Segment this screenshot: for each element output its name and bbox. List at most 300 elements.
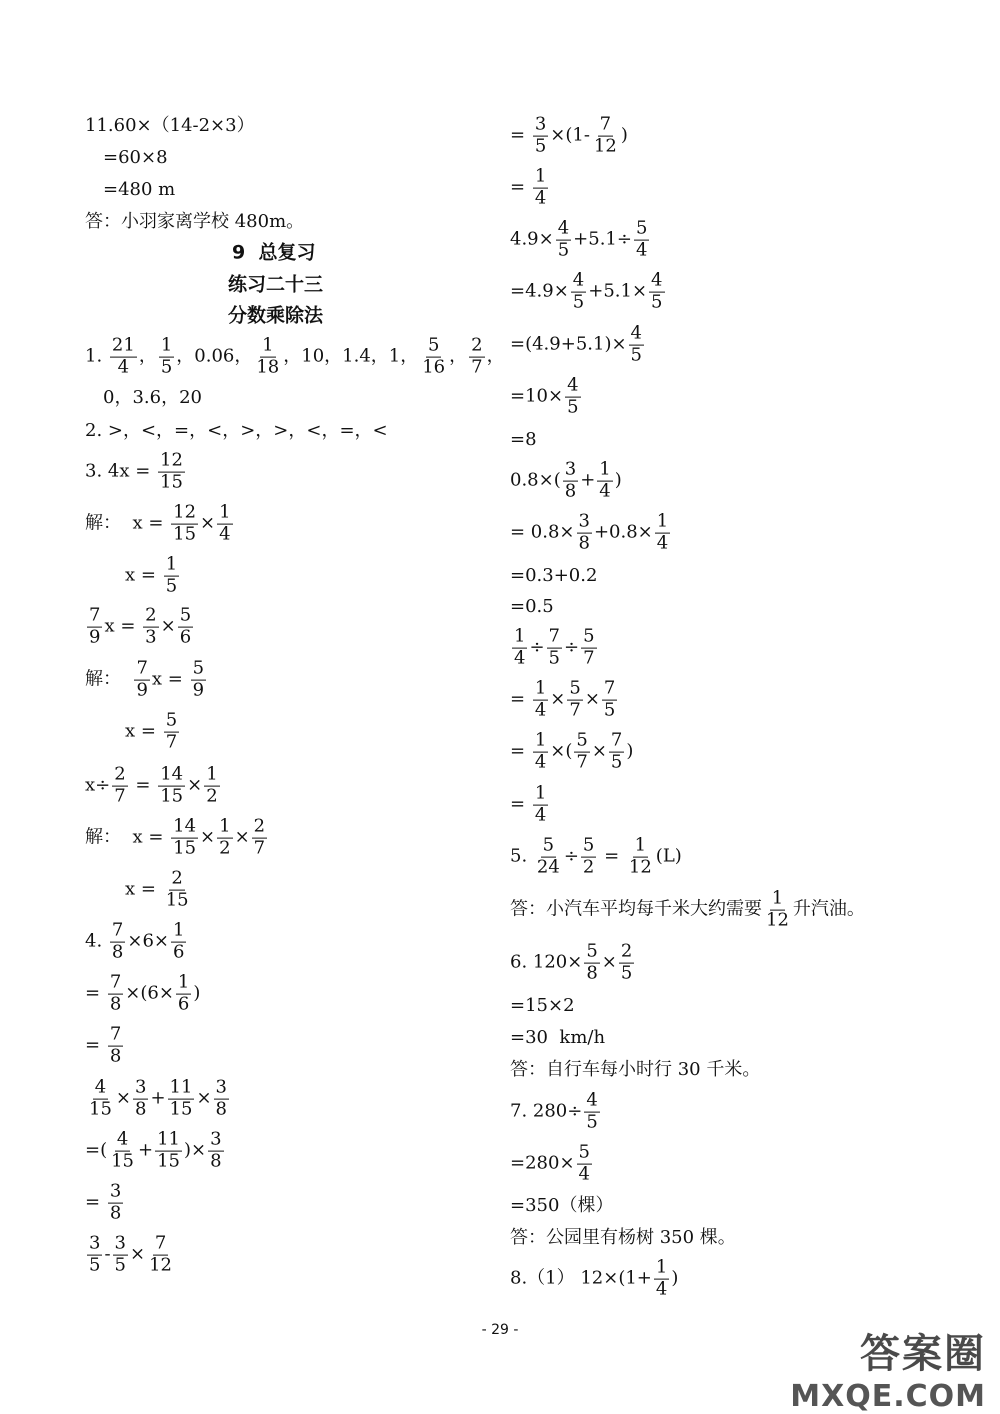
left-line xyxy=(85,815,269,859)
right-line xyxy=(510,1256,679,1300)
left-line xyxy=(85,919,188,963)
text-segment: 练习二十三 xyxy=(228,273,324,296)
text-segment: ，10，1.4，1， xyxy=(283,346,419,367)
fraction xyxy=(629,322,644,366)
text-segment: × xyxy=(584,689,600,710)
right-line xyxy=(510,782,550,826)
fraction-numerator: 3 xyxy=(114,1232,126,1254)
text-segment: + xyxy=(580,470,596,491)
fraction-numerator: 14 xyxy=(160,763,184,785)
fraction xyxy=(654,1256,669,1300)
text-segment: ) xyxy=(626,741,634,762)
fraction-numerator: 5 xyxy=(576,729,588,751)
text-segment: ÷ xyxy=(529,637,545,658)
right-line xyxy=(510,510,672,554)
text-segment: ÷ xyxy=(563,846,579,867)
text-segment: 答：自行车每小时行 30 千米。 xyxy=(510,1059,761,1080)
right-line xyxy=(510,269,667,313)
fraction-denominator: 8 xyxy=(215,1098,227,1120)
fraction-denominator: 15 xyxy=(157,1150,181,1172)
right-line xyxy=(510,1061,760,1079)
text-segment: = xyxy=(510,741,531,762)
text-segment: 6. 120× xyxy=(510,952,583,973)
fraction-denominator: 7 xyxy=(569,699,581,721)
fraction xyxy=(547,625,562,669)
right-line xyxy=(510,113,628,157)
text-segment: + xyxy=(138,1140,154,1161)
left-line xyxy=(85,604,195,648)
fraction xyxy=(581,834,596,878)
fraction-denominator: 6 xyxy=(177,993,190,1015)
fraction-denominator: 4 xyxy=(599,480,611,502)
fraction-numerator: 4 xyxy=(557,217,570,239)
left-line xyxy=(85,334,505,378)
text-segment: = xyxy=(85,1192,106,1213)
fraction-denominator: 5 xyxy=(160,356,173,378)
fraction xyxy=(533,729,548,773)
fraction-numerator: 3 xyxy=(210,1128,222,1150)
text-segment: 3. 4x = xyxy=(85,461,157,482)
text-segment: ×(6× xyxy=(125,983,174,1004)
text-segment: 0.8×( xyxy=(510,470,561,491)
fraction xyxy=(113,1232,128,1276)
fraction xyxy=(655,510,670,554)
fraction-denominator: 8 xyxy=(135,1098,147,1120)
fraction xyxy=(556,217,571,261)
left-line xyxy=(103,181,175,199)
text-segment: x = xyxy=(151,669,189,690)
right-line xyxy=(510,598,554,616)
text-segment: × xyxy=(160,616,176,637)
fraction-denominator: 8 xyxy=(564,480,577,502)
fraction-denominator: 15 xyxy=(160,471,183,493)
fraction-denominator: 4 xyxy=(655,1278,668,1300)
fraction xyxy=(563,458,578,502)
left-line xyxy=(85,1180,125,1224)
fraction-denominator: 8 xyxy=(586,962,598,984)
fraction xyxy=(565,374,580,418)
fraction-numerator: 1 xyxy=(599,458,611,480)
fraction-numerator: 1 xyxy=(634,834,647,856)
fraction xyxy=(584,940,599,984)
text-segment: × xyxy=(187,775,203,796)
fraction-numerator: 7 xyxy=(599,113,612,135)
fraction-denominator: 5 xyxy=(610,751,623,773)
fraction-denominator: 5 xyxy=(567,396,579,418)
fraction-numerator: 1 xyxy=(534,677,547,699)
fraction-numerator: 1 xyxy=(172,919,185,941)
fraction-denominator: 12 xyxy=(766,909,789,931)
text-segment: 分数乘除法 xyxy=(228,304,324,327)
fraction-denominator: 15 xyxy=(173,523,197,545)
fraction xyxy=(254,334,281,378)
fraction-denominator: 12 xyxy=(628,856,652,878)
fraction-denominator: 5 xyxy=(620,962,633,984)
fraction xyxy=(217,501,232,545)
left-line xyxy=(85,657,208,701)
text-segment: × xyxy=(130,1244,146,1265)
fraction xyxy=(176,971,191,1015)
left-line xyxy=(85,1128,226,1172)
text-segment: ×(1- xyxy=(550,125,590,146)
fraction-denominator: 4 xyxy=(578,1163,590,1185)
fraction-denominator: 8 xyxy=(109,993,122,1015)
fraction-numerator: 4 xyxy=(630,322,642,344)
fraction-numerator: 2 xyxy=(114,763,126,785)
fraction-denominator: 7 xyxy=(576,751,588,773)
left-line xyxy=(85,213,304,231)
fraction xyxy=(208,1128,223,1172)
fraction-numerator: 12 xyxy=(160,449,183,471)
fraction-denominator: 7 xyxy=(165,731,178,753)
fraction-numerator: 7 xyxy=(610,729,623,751)
left-line xyxy=(103,389,202,407)
fraction xyxy=(574,729,589,773)
fraction xyxy=(252,815,267,859)
fraction-denominator: 7 xyxy=(471,356,483,378)
fraction xyxy=(87,604,102,648)
text-segment: 解： x = xyxy=(85,513,170,534)
fraction-numerator: 1 xyxy=(219,815,231,837)
fraction-numerator: 11 xyxy=(157,1128,181,1150)
fraction-denominator: 4 xyxy=(514,647,526,669)
text-segment: 升汽油。 xyxy=(792,899,865,920)
fraction-denominator: 5 xyxy=(548,647,560,669)
right-line xyxy=(510,431,537,449)
fraction-numerator: 7 xyxy=(548,625,560,647)
right-line xyxy=(510,165,550,209)
fraction xyxy=(597,458,612,502)
text-segment: 4.9× xyxy=(510,229,554,250)
fraction-numerator: 5 xyxy=(583,625,595,647)
left-line xyxy=(85,1232,176,1276)
left-line xyxy=(85,763,222,807)
text-segment: x÷ xyxy=(85,775,111,796)
fraction-denominator: 9 xyxy=(136,679,148,701)
fraction xyxy=(191,657,206,701)
text-segment: 解： x = xyxy=(85,827,170,848)
text-segment: =350（棵） xyxy=(510,1195,614,1216)
fraction-denominator: 15 xyxy=(89,1098,112,1120)
fraction-numerator: 1 xyxy=(534,782,547,804)
fraction xyxy=(171,919,186,963)
fraction-numerator: 1 xyxy=(165,553,178,575)
fraction xyxy=(168,1076,195,1120)
fraction-denominator: 6 xyxy=(179,626,192,648)
text-segment: - xyxy=(104,1244,111,1265)
fraction-numerator: 14 xyxy=(173,815,197,837)
text-segment: =60×8 xyxy=(103,147,168,168)
fraction-denominator: 5 xyxy=(114,1254,126,1276)
fraction-denominator: 16 xyxy=(422,356,446,378)
fraction-numerator: 7 xyxy=(154,1232,167,1254)
text-segment: = 0.8× xyxy=(510,522,575,543)
fraction-numerator: 2 xyxy=(253,815,266,837)
text-segment: +0.8× xyxy=(593,522,653,543)
fraction xyxy=(619,940,634,984)
fraction xyxy=(171,501,198,545)
right-line xyxy=(510,677,619,721)
fraction-numerator: 12 xyxy=(173,501,197,523)
text-segment: ×( xyxy=(550,741,573,762)
fraction-denominator: 8 xyxy=(109,1045,122,1067)
fraction-numerator: 1 xyxy=(219,501,231,523)
text-segment: × xyxy=(200,513,216,534)
text-segment: =(4.9+5.1)× xyxy=(510,334,627,355)
left-line xyxy=(85,449,187,493)
text-segment: +5.1÷ xyxy=(573,229,632,250)
fraction xyxy=(420,334,447,378)
text-segment: =480 m xyxy=(103,179,176,200)
text-segment: ×6× xyxy=(127,931,169,952)
text-segment: =0.5 xyxy=(510,596,554,617)
text-segment: x = xyxy=(125,721,162,742)
fraction-denominator: 4 xyxy=(635,239,648,261)
text-segment: ) xyxy=(620,125,628,146)
fraction-denominator: 4 xyxy=(534,751,547,773)
fraction-numerator: 5 xyxy=(582,834,595,856)
fraction-numerator: 3 xyxy=(135,1076,147,1098)
text-segment: 1. xyxy=(85,346,108,367)
text-segment: ， xyxy=(486,346,505,367)
text-segment: =4.9× xyxy=(510,281,569,302)
left-line xyxy=(125,553,181,597)
fraction-numerator: 1 xyxy=(177,971,190,993)
right-line xyxy=(510,322,646,366)
text-segment: ) xyxy=(614,470,622,491)
fraction-denominator: 8 xyxy=(210,1150,222,1172)
right-line xyxy=(510,458,622,502)
fraction xyxy=(110,919,125,963)
fraction-numerator: 4 xyxy=(116,1128,129,1150)
text-segment: 11.60×（14-2×3） xyxy=(85,115,255,136)
left-line xyxy=(85,117,255,135)
fraction xyxy=(164,553,179,597)
fraction-denominator: 4 xyxy=(219,523,231,545)
fraction xyxy=(171,815,198,859)
fraction xyxy=(584,1089,599,1133)
fraction-numerator: 7 xyxy=(111,919,124,941)
fraction-numerator: 3 xyxy=(109,1180,122,1202)
right-line xyxy=(510,625,599,669)
fraction xyxy=(112,763,127,807)
text-segment: ) xyxy=(671,1268,679,1289)
text-segment: x = xyxy=(104,616,142,637)
left-line xyxy=(85,1076,231,1120)
fraction-denominator: 15 xyxy=(173,837,197,859)
text-segment: =( xyxy=(85,1140,108,1161)
fraction-denominator: 5 xyxy=(534,135,547,157)
text-segment: + xyxy=(150,1088,166,1109)
fraction-numerator: 3 xyxy=(578,510,590,532)
left-line xyxy=(228,273,324,296)
fraction-denominator: 4 xyxy=(534,187,547,209)
fraction-denominator: 15 xyxy=(111,1150,135,1172)
fraction-numerator: 5 xyxy=(578,1141,590,1163)
fraction-numerator: 1 xyxy=(655,1256,668,1278)
fraction-numerator: 7 xyxy=(109,1023,122,1045)
fraction-numerator: 1 xyxy=(514,625,526,647)
fraction xyxy=(87,1076,114,1120)
text-segment: ) xyxy=(193,983,201,1004)
fraction-denominator: 5 xyxy=(651,291,663,313)
right-line xyxy=(510,1089,602,1133)
fraction xyxy=(571,269,586,313)
fraction-numerator: 3 xyxy=(534,113,547,135)
left-line xyxy=(85,1023,125,1067)
fraction xyxy=(469,334,484,378)
text-segment: 解： xyxy=(85,669,133,690)
fraction-denominator: 2 xyxy=(582,856,595,878)
text-segment: 5. xyxy=(510,846,533,867)
left-line xyxy=(103,149,168,167)
text-segment: = xyxy=(510,125,531,146)
fraction-denominator: 6 xyxy=(172,941,185,963)
fraction-numerator: 2 xyxy=(145,604,157,626)
fraction xyxy=(87,1232,102,1276)
fraction-numerator: 3 xyxy=(564,458,577,480)
fraction-numerator: 3 xyxy=(89,1232,101,1254)
text-segment: ，0.06， xyxy=(176,346,253,367)
fraction xyxy=(533,782,548,826)
fraction-denominator: 15 xyxy=(169,1098,193,1120)
right-line xyxy=(510,729,634,773)
fraction-denominator: 4 xyxy=(534,699,547,721)
text-segment: 4. xyxy=(85,931,108,952)
fraction-numerator: 7 xyxy=(89,604,101,626)
fraction-denominator: 2 xyxy=(219,837,231,859)
fraction xyxy=(158,449,185,493)
fraction-numerator: 5 xyxy=(542,834,555,856)
fraction xyxy=(627,834,654,878)
text-segment: = xyxy=(85,1035,106,1056)
fraction-denominator: 12 xyxy=(149,1254,172,1276)
fraction xyxy=(533,165,548,209)
fraction-numerator: 1 xyxy=(160,334,173,356)
fraction-denominator: 8 xyxy=(111,941,124,963)
text-segment: =30 km/h xyxy=(510,1027,606,1048)
fraction xyxy=(108,971,123,1015)
text-segment: 9 总复习 xyxy=(232,241,316,264)
fraction-denominator: 9 xyxy=(192,679,205,701)
fraction-numerator: 1 xyxy=(534,729,547,751)
fraction xyxy=(133,1076,148,1120)
fraction-denominator: 7 xyxy=(114,785,126,807)
fraction xyxy=(159,334,174,378)
left-line xyxy=(85,971,201,1015)
left-line xyxy=(125,867,193,911)
fraction xyxy=(214,1076,229,1120)
fraction xyxy=(533,113,548,157)
fraction-denominator: 24 xyxy=(536,856,560,878)
text-segment: = xyxy=(598,846,625,867)
fraction xyxy=(143,604,158,648)
fraction-denominator: 15 xyxy=(160,785,184,807)
text-segment: × xyxy=(115,1088,131,1109)
fraction-denominator: 4 xyxy=(656,532,669,554)
right-line xyxy=(510,1197,613,1215)
text-segment: ， xyxy=(138,346,157,367)
fraction-denominator: 5 xyxy=(586,1111,598,1133)
fraction xyxy=(567,677,582,721)
text-segment: = xyxy=(510,794,531,815)
fraction-numerator: 1 xyxy=(206,763,218,785)
fraction xyxy=(108,1180,123,1224)
fraction-denominator: 15 xyxy=(165,889,189,911)
text-segment: =15×2 xyxy=(510,995,575,1016)
fraction xyxy=(134,657,149,701)
fraction xyxy=(164,709,179,753)
watermark xyxy=(790,1322,986,1414)
text-segment: =8 xyxy=(510,429,537,450)
fraction xyxy=(178,604,193,648)
text-segment: +5.1× xyxy=(588,281,648,302)
page-number: - 29 - xyxy=(481,1322,519,1338)
fraction-denominator: 8 xyxy=(109,1202,122,1224)
fraction-denominator: 8 xyxy=(578,532,590,554)
right-line xyxy=(510,887,865,931)
text-segment: ÷ xyxy=(564,637,580,658)
fraction xyxy=(147,1232,174,1276)
fraction-numerator: 1 xyxy=(656,510,669,532)
text-segment: 2. >，<，=，<，>，>，<，=，< xyxy=(85,420,388,441)
fraction-numerator: 5 xyxy=(179,604,192,626)
left-line xyxy=(125,709,181,753)
text-segment: 0，3.6，20 xyxy=(103,387,202,408)
fraction xyxy=(634,217,649,261)
text-segment: × xyxy=(234,827,250,848)
fraction xyxy=(217,815,232,859)
right-line xyxy=(510,940,636,984)
text-segment: = xyxy=(129,775,157,796)
text-segment: x = xyxy=(125,565,162,586)
text-segment: 答：小羽家离学校 480m。 xyxy=(85,211,305,232)
left-line xyxy=(232,241,316,264)
fraction-numerator: 7 xyxy=(109,971,122,993)
fraction-numerator: 5 xyxy=(427,334,440,356)
fraction-denominator: 7 xyxy=(583,647,595,669)
fraction xyxy=(649,269,664,313)
fraction-denominator: 5 xyxy=(603,699,616,721)
fraction xyxy=(109,1128,136,1172)
text-segment: 8.（1） 12×(1+ xyxy=(510,1268,652,1289)
right-line xyxy=(510,834,682,878)
fraction-denominator: 4 xyxy=(534,804,547,826)
right-line xyxy=(510,567,597,585)
text-segment: × xyxy=(196,1088,212,1109)
text-segment: × xyxy=(591,741,607,762)
fraction-numerator: 11 xyxy=(169,1076,193,1098)
watermark-url: MXQE.COM xyxy=(790,1379,986,1414)
right-line xyxy=(510,1141,594,1185)
fraction-denominator: 5 xyxy=(557,239,570,261)
fraction-numerator: 1 xyxy=(262,334,274,356)
text-segment: × xyxy=(601,952,617,973)
right-line xyxy=(510,1029,605,1047)
fraction xyxy=(512,625,527,669)
left-line xyxy=(85,501,235,545)
fraction-numerator: 4 xyxy=(567,374,579,396)
text-segment: x = xyxy=(125,879,162,900)
fraction-numerator: 4 xyxy=(586,1089,598,1111)
fraction xyxy=(533,677,548,721)
fraction-denominator: 5 xyxy=(630,344,642,366)
right-line xyxy=(510,997,575,1015)
text-segment: × xyxy=(550,689,566,710)
right-line xyxy=(510,1229,736,1247)
fraction xyxy=(609,729,624,773)
fraction xyxy=(592,113,619,157)
